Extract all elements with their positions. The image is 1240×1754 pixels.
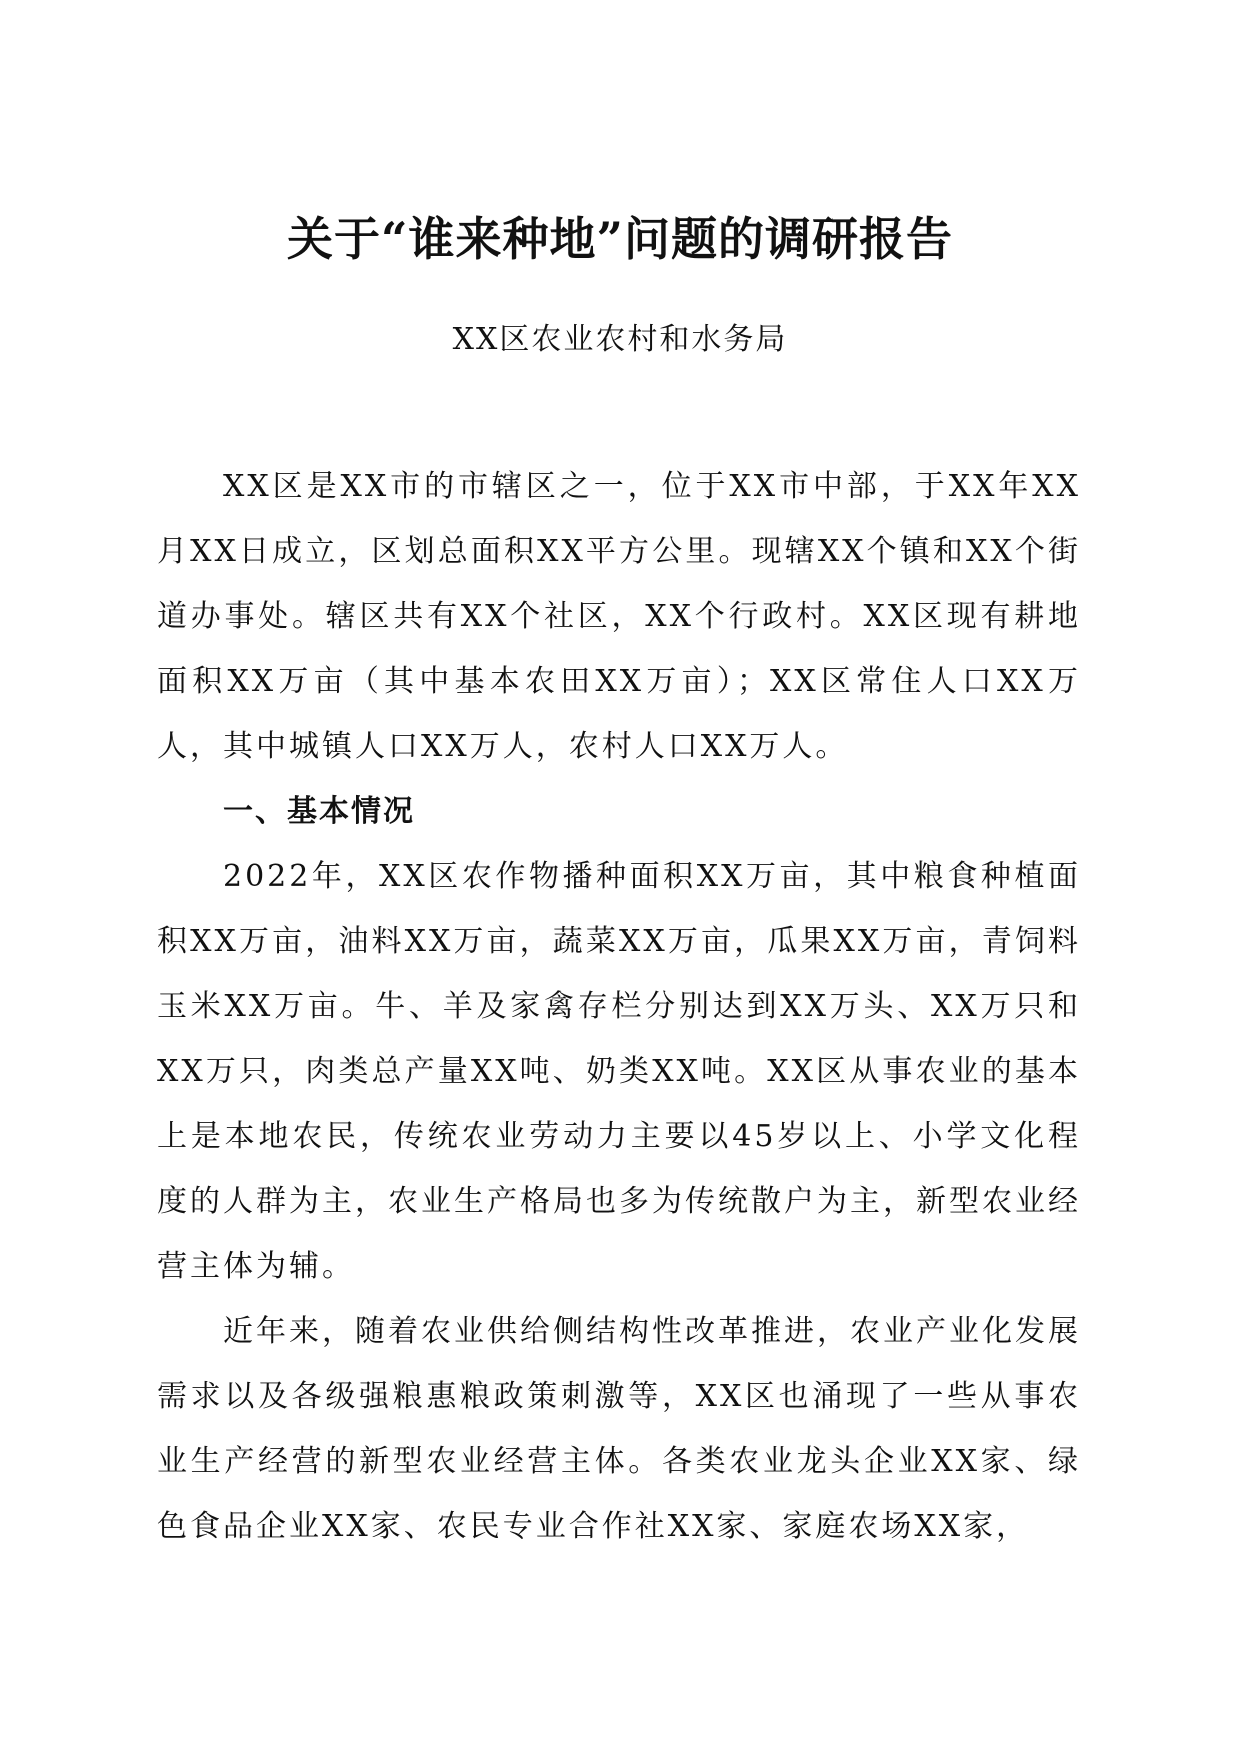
document-title: 关于“谁来种地”问题的调研报告 [287,211,953,266]
section-heading-basic-situation: 一、基本情况 [223,794,415,829]
intro-paragraph: XX区是XX市的市辖区之一，位于XX市中部，于XX年XX月XX日成立，区划总面积XX平方公里。现辖XX个镇和XX个街道办事处。辖区共有XX个社区，XX个行政村。XX区现有耕地面积XX万亩（其中基本农田XX万亩）；XX区常住人口XX万人，其中城镇人口XX万人，农村人口XX万人。 [157,469,1081,764]
document-author: XX区农业农村和水务局 [452,322,788,357]
section1-paragraph-1: 2022年，XX区农作物播种面积XX万亩，其中粮食种植面积XX万亩，油料XX万亩，蔬菜XX万亩，瓜果XX万亩，青饲料玉米XX万亩。牛、羊及家禽存栏分别达到XX万头、XX万只和XX万只，肉类总产量XX吨、奶类XX吨。XX区从事农业的基本上是本地农民，传统农业劳动力主要以45岁以上、小学文化程度的人群为主，农业生产格局也多为传统散户为主，新型农业经营主体为辅。 [157,859,1081,1284]
section1-paragraph-2: 近年来，随着农业供给侧结构性改革推进，农业产业化发展需求以及各级强粮惠粮政策刺激等，XX区也涌现了一些从事农业生产经营的新型农业经营主体。各类农业龙头企业XX家、绿色食品企业XX家、农民专业合作社XX家、家庭农场XX家， [157,1314,1081,1544]
